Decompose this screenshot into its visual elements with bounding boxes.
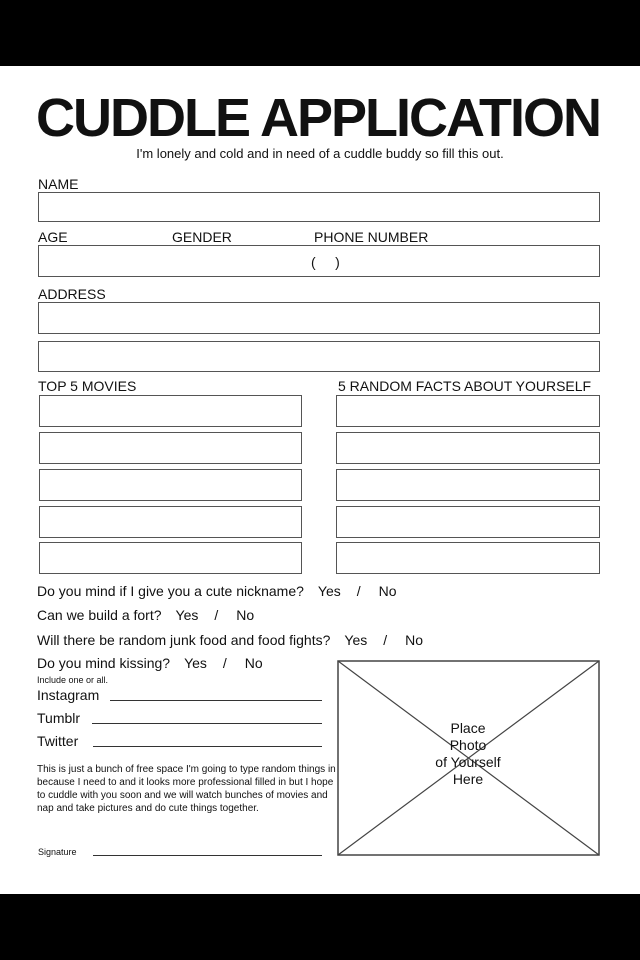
photo-instructions [407,720,529,788]
no-option[interactable]: No [405,632,424,648]
phone-area-code-parens: ( ) [311,254,340,270]
fact-field-1[interactable] [336,395,600,427]
question-junk-food [37,632,423,648]
fact-field-2[interactable] [336,432,600,464]
address-field-line-1[interactable] [38,302,600,334]
fact-field-5[interactable] [336,542,600,574]
tumblr-label: Tumblr [37,710,81,726]
yes-option[interactable]: Yes [184,655,207,671]
filler-paragraph: This is just a bunch of free space I'm going to type random things in because I need to and it looks more professional filled in but I hope to cuddle with you soon and we will watch bunches of movies and nap and take pictures and do cute things together. [37,764,336,814]
no-option[interactable]: No [236,607,255,623]
fact-field-3[interactable] [336,469,600,501]
movies-label: TOP 5 MOVIES [38,378,137,394]
no-option[interactable]: No [378,583,397,599]
twitter-line[interactable] [93,746,322,747]
address-label: ADDRESS [38,286,106,302]
instagram-line[interactable] [110,700,322,701]
no-option[interactable]: No [244,655,263,671]
question-text: Do you mind if I give you a cute nickname? [37,583,304,599]
application-form [0,66,640,894]
fact-field-4[interactable] [336,506,600,538]
movie-field-4[interactable] [39,506,302,538]
form-title: CUDDLE APPLICATION [36,88,600,148]
yes-option[interactable]: Yes [344,632,368,648]
age-gender-phone-field[interactable] [38,245,600,277]
address-field-line-2[interactable] [38,341,600,372]
question-kissing [37,655,263,671]
movie-field-5[interactable] [39,542,302,574]
question-text: Can we build a fort? [37,607,162,623]
name-label: NAME [38,176,79,192]
question-nickname [37,583,397,599]
question-text: Do you mind kissing? [37,655,171,671]
gender-label: GENDER [172,229,232,245]
movie-field-3[interactable] [39,469,302,501]
option-separator: / [214,607,219,623]
option-separator: / [356,583,361,599]
include-note: Include one or all. [37,675,109,685]
bottom-black-bar [0,894,640,960]
photo-line-3: of Yourself [435,754,501,770]
yes-option[interactable]: Yes [175,607,199,623]
movie-field-2[interactable] [39,432,302,464]
option-separator: / [383,632,388,648]
signature-line[interactable] [93,855,322,856]
question-text: Will there be random junk food and food fights? [37,632,331,648]
phone-label: PHONE NUMBER [314,229,429,245]
signature-label: Signature [38,847,77,857]
top-black-bar [0,0,640,66]
photo-line-2: Photo [449,737,487,753]
movie-field-1[interactable] [39,395,302,427]
question-fort [37,607,254,623]
form-subtitle: I'm lonely and cold and in need of a cuddle buddy so fill this out. [136,146,504,161]
age-label: AGE [38,229,68,245]
facts-label: 5 RANDOM FACTS ABOUT YOURSELF [338,378,592,394]
option-separator: / [222,655,227,671]
yes-option[interactable]: Yes [317,583,341,599]
instagram-label: Instagram [37,687,100,703]
tumblr-line[interactable] [92,723,322,724]
photo-line-1: Place [450,720,486,736]
photo-line-4: Here [452,771,484,787]
twitter-label: Twitter [37,733,79,749]
name-field[interactable] [38,192,600,222]
photo-placeholder[interactable] [337,660,600,856]
